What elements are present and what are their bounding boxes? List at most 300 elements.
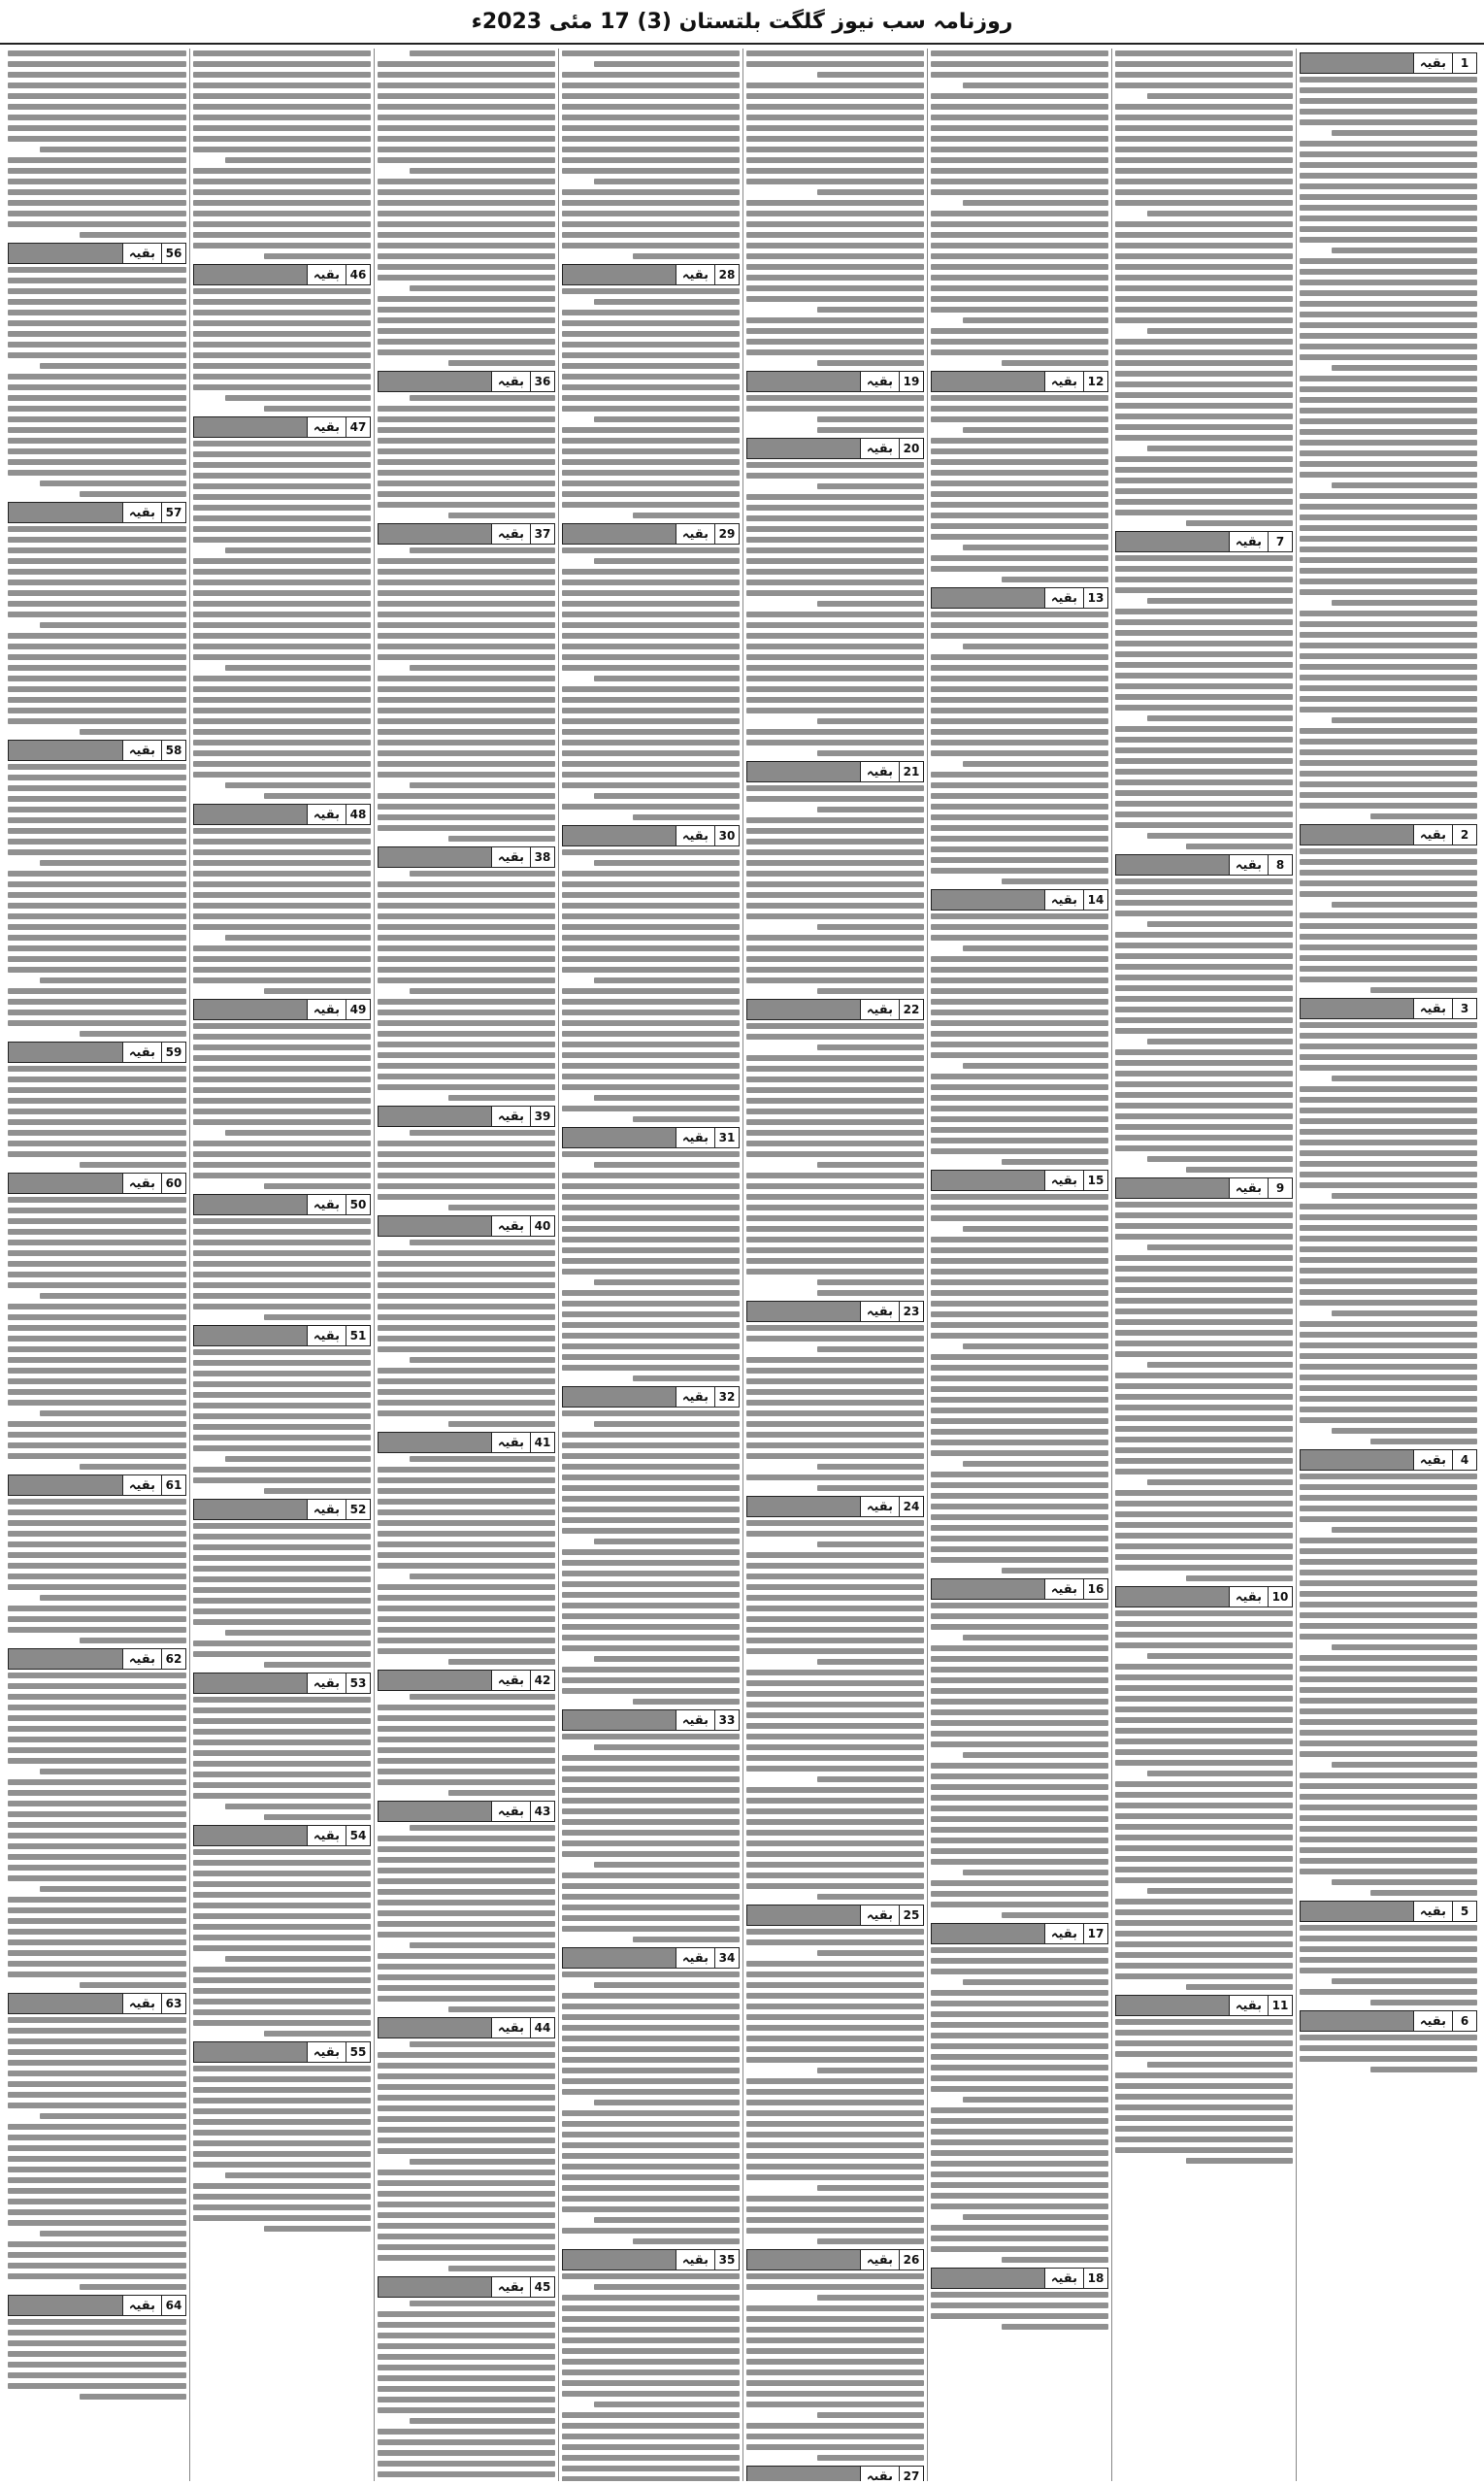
- text-line: [1300, 632, 1477, 638]
- text-line: [562, 189, 740, 195]
- text-line: [193, 2098, 371, 2104]
- continued-label: بقیہ: [307, 1499, 346, 1520]
- text-line: [378, 622, 555, 628]
- text-line: [931, 157, 1108, 163]
- section-number: 15: [1083, 1170, 1108, 1191]
- text-line: [378, 1616, 555, 1622]
- text-line: [378, 1900, 555, 1905]
- text-line: [817, 483, 924, 489]
- text-line: [1115, 1501, 1293, 1507]
- text-line: [746, 1971, 924, 1977]
- text-line: [931, 125, 1108, 131]
- continuation-header: [931, 371, 1108, 392]
- text-line: [1300, 1204, 1477, 1209]
- text-line: [378, 1282, 555, 1288]
- text-line: [1300, 1236, 1477, 1242]
- text-line: [193, 168, 371, 174]
- text-line: [1115, 1856, 1293, 1862]
- text-line: [746, 1368, 924, 1374]
- header-bar: [931, 889, 1044, 911]
- continuation-header: [746, 2249, 924, 2270]
- article-section: [8, 1993, 186, 2290]
- text-line: [746, 1648, 924, 1654]
- text-line: [410, 1942, 555, 1948]
- text-line: [378, 740, 555, 746]
- text-line: [931, 211, 1108, 216]
- text-line: [931, 1990, 1108, 1996]
- text-line: [562, 342, 740, 348]
- text-line: [1332, 1076, 1477, 1081]
- text-line: [378, 2084, 555, 2090]
- text-line: [8, 1779, 186, 1785]
- text-line: [562, 697, 740, 703]
- text-line: [562, 1432, 740, 1438]
- article-section: [378, 1801, 555, 2012]
- text-line: [264, 988, 371, 994]
- text-line: [193, 1392, 371, 1398]
- text-line: [594, 1421, 740, 1427]
- body-text: [1300, 1474, 1477, 1896]
- text-line: [1300, 536, 1477, 542]
- text-line: [193, 1066, 371, 1072]
- article-section: [8, 243, 186, 497]
- text-line: [594, 1862, 740, 1868]
- text-line: [746, 1194, 924, 1200]
- text-line: [1115, 2147, 1293, 2153]
- text-line: [931, 1720, 1108, 1726]
- text-line: [931, 115, 1108, 120]
- text-line: [1115, 1405, 1293, 1410]
- section-number: 14: [1083, 889, 1108, 911]
- text-line: [40, 977, 186, 983]
- text-line: [931, 1247, 1108, 1253]
- article-section: [193, 1194, 371, 1320]
- header-bar: [193, 1499, 307, 1520]
- text-line: [8, 115, 186, 120]
- text-line: [1300, 1332, 1477, 1338]
- text-line: [8, 1197, 186, 1203]
- article-section: [746, 1905, 924, 2244]
- text-line: [1147, 598, 1293, 604]
- text-line: [931, 2203, 1108, 2209]
- text-line: [1115, 641, 1293, 646]
- text-line: [746, 2164, 924, 2170]
- text-line: [746, 2402, 924, 2407]
- section-number: 61: [161, 1474, 186, 1496]
- text-line: [378, 1737, 555, 1742]
- text-line: [1300, 912, 1477, 918]
- text-line: [1115, 1234, 1293, 1240]
- text-line: [1115, 1135, 1293, 1141]
- text-line: [746, 2206, 924, 2212]
- continued-label: بقیہ: [307, 416, 346, 438]
- text-line: [1300, 621, 1477, 627]
- text-line: [562, 1322, 740, 1328]
- text-line: [562, 2423, 740, 2429]
- continuation-header: [1115, 1586, 1293, 1607]
- text-line: [264, 793, 371, 799]
- section-number: 43: [530, 1801, 555, 1822]
- text-line: [746, 50, 924, 56]
- text-line: [448, 1659, 555, 1665]
- continued-label: بقیہ: [1413, 824, 1452, 845]
- text-line: [40, 1769, 186, 1774]
- text-line: [562, 892, 740, 898]
- text-line: [1300, 1484, 1477, 1490]
- continuation-header: [562, 2249, 740, 2270]
- body-text: [562, 1971, 740, 2244]
- text-line: [562, 903, 740, 909]
- text-line: [193, 601, 371, 607]
- section-number: 63: [161, 1993, 186, 2014]
- text-line: [931, 1514, 1108, 1520]
- text-line: [1300, 151, 1477, 157]
- text-line: [1300, 1161, 1477, 1167]
- text-line: [562, 1840, 740, 1846]
- text-line: [1115, 2072, 1293, 2078]
- text-line: [1332, 1644, 1477, 1650]
- text-line: [562, 1474, 740, 1480]
- text-line: [931, 189, 1108, 195]
- text-line: [1300, 1538, 1477, 1543]
- text-line: [1300, 1495, 1477, 1501]
- text-line: [562, 1905, 740, 1910]
- text-line: [193, 1349, 371, 1355]
- continuation-header: [8, 1173, 186, 1194]
- continuation-header: [193, 416, 371, 438]
- text-line: [562, 1496, 740, 1502]
- section-number: 3: [1452, 998, 1477, 1019]
- text-line: [746, 1109, 924, 1114]
- text-line: [562, 569, 740, 575]
- body-text: [562, 2273, 740, 2481]
- text-line: [264, 1488, 371, 1494]
- text-line: [746, 275, 924, 281]
- text-line: [8, 1250, 186, 1256]
- text-line: [193, 462, 371, 468]
- body-text: [193, 288, 371, 412]
- text-line: [746, 828, 924, 834]
- text-line: [562, 750, 740, 756]
- text-line: [1115, 2126, 1293, 2132]
- text-line: [193, 708, 371, 713]
- text-line: [378, 1141, 555, 1146]
- text-line: [40, 622, 186, 628]
- text-line: [746, 612, 924, 617]
- text-line: [594, 1279, 740, 1285]
- text-line: [378, 189, 555, 195]
- text-line: [378, 1467, 555, 1473]
- text-line: [8, 2273, 186, 2279]
- section-number: 19: [899, 371, 924, 392]
- continuation-header: [1300, 2010, 1477, 2032]
- header-bar: [193, 416, 307, 438]
- text-line: [1300, 966, 1477, 972]
- text-line: [562, 2380, 740, 2386]
- article-section: [193, 1325, 371, 1494]
- text-line: [1147, 1771, 1293, 1776]
- text-line: [746, 1183, 924, 1189]
- text-line: [746, 462, 924, 468]
- section-number: 27: [899, 2466, 924, 2481]
- article-section: [746, 371, 924, 433]
- section-number: 13: [1083, 587, 1108, 609]
- text-line: [378, 1261, 555, 1267]
- text-line: [378, 1052, 555, 1058]
- article-section: [931, 889, 1108, 1165]
- text-line: [1147, 1888, 1293, 1894]
- continued-label: بقیہ: [676, 2249, 714, 2270]
- article-section: [193, 1673, 371, 1820]
- text-line: [8, 384, 186, 390]
- continued-label: بقیہ: [1044, 1923, 1083, 1944]
- text-line: [1115, 115, 1293, 120]
- section-number: 10: [1268, 1586, 1293, 1607]
- text-line: [193, 526, 371, 532]
- text-line: [193, 1141, 371, 1146]
- text-line: [8, 612, 186, 617]
- continued-label: بقیہ: [676, 1386, 714, 1408]
- body-text: [378, 2041, 555, 2271]
- text-line: [931, 977, 1108, 983]
- text-line: [1115, 488, 1293, 494]
- text-line: [8, 708, 186, 713]
- text-line: [193, 1935, 371, 1940]
- continuation-header: [562, 1386, 740, 1408]
- text-line: [817, 427, 924, 433]
- body-text: [8, 1673, 186, 1988]
- text-line: [8, 1010, 186, 1015]
- text-line: [378, 2116, 555, 2122]
- text-line: [963, 945, 1108, 951]
- text-line: [746, 1929, 924, 1935]
- text-line: [378, 708, 555, 713]
- text-line: [40, 147, 186, 152]
- text-line: [193, 1860, 371, 1866]
- text-line: [1186, 1984, 1293, 1990]
- text-line: [225, 157, 371, 163]
- body-text: [1115, 555, 1293, 849]
- text-line: [931, 296, 1108, 302]
- text-line: [193, 1173, 371, 1178]
- text-line: [193, 1977, 371, 1983]
- section-number: 25: [899, 1905, 924, 1926]
- article-section: [746, 1301, 924, 1491]
- article-section: [378, 2017, 555, 2271]
- text-line: [746, 395, 924, 401]
- text-line: [1300, 589, 1477, 595]
- continuation-header: [193, 1825, 371, 1846]
- text-line: [1115, 1383, 1293, 1389]
- header-bar: [1115, 1177, 1229, 1199]
- text-line: [193, 93, 371, 99]
- text-line: [378, 61, 555, 67]
- header-bar: [746, 1301, 860, 1322]
- header-bar: [378, 846, 491, 868]
- text-line: [193, 2066, 371, 2071]
- text-line: [8, 633, 186, 639]
- text-line: [378, 296, 555, 302]
- header-bar: [1115, 1586, 1229, 1607]
- text-line: [562, 633, 740, 639]
- text-line: [378, 2450, 555, 2456]
- continued-label: بقیہ: [676, 264, 714, 285]
- text-line: [594, 2217, 740, 2223]
- header-bar: [193, 1673, 307, 1694]
- header-bar: [931, 1170, 1044, 1191]
- text-line: [378, 406, 555, 412]
- text-line: [378, 2354, 555, 2360]
- text-line: [594, 1539, 740, 1544]
- text-line: [8, 676, 186, 681]
- text-line: [562, 2078, 740, 2084]
- text-line: [562, 804, 740, 810]
- text-line: [562, 547, 740, 553]
- header-bar: [8, 1474, 122, 1496]
- text-line: [1300, 1580, 1477, 1586]
- text-line: [80, 729, 186, 735]
- text-line: [410, 1357, 555, 1363]
- text-line: [1300, 1289, 1477, 1295]
- text-line: [193, 384, 371, 390]
- continuation-header: [746, 371, 924, 392]
- continued-label: بقیہ: [307, 1194, 346, 1215]
- continued-label: بقیہ: [1044, 889, 1083, 911]
- text-line: [1115, 619, 1293, 625]
- text-line: [562, 83, 740, 88]
- text-line: [410, 1694, 555, 1700]
- section-number: 34: [714, 1947, 740, 1969]
- text-line: [931, 1773, 1108, 1779]
- text-line: [378, 590, 555, 596]
- text-line: [746, 243, 924, 248]
- text-line: [378, 1595, 555, 1601]
- text-line: [1300, 728, 1477, 734]
- text-line: [1115, 349, 1293, 355]
- text-line: [1115, 1351, 1293, 1357]
- continuation-header: [8, 1474, 186, 1496]
- text-line: [562, 849, 740, 855]
- text-line: [378, 2375, 555, 2381]
- body-text: [931, 50, 1108, 366]
- article-section: [1115, 531, 1293, 849]
- text-line: [193, 1566, 371, 1572]
- text-line: [193, 1360, 371, 1366]
- text-line: [193, 1707, 371, 1713]
- section-number: 21: [899, 761, 924, 782]
- text-line: [562, 1194, 740, 1200]
- section-number: 59: [161, 1042, 186, 1063]
- text-line: [931, 2107, 1108, 2113]
- text-line: [931, 665, 1108, 671]
- text-line: [8, 775, 186, 780]
- text-line: [378, 2439, 555, 2445]
- text-line: [746, 1173, 924, 1178]
- text-line: [1115, 932, 1293, 938]
- text-line: [817, 601, 924, 607]
- text-line: [1115, 2083, 1293, 2089]
- article-section: [562, 1127, 740, 1381]
- body-text: [8, 2017, 186, 2290]
- text-line: [378, 2471, 555, 2477]
- text-line: [1300, 1858, 1477, 1864]
- text-line: [1300, 525, 1477, 531]
- text-line: [594, 1162, 740, 1168]
- text-line: [562, 924, 740, 930]
- text-line: [8, 2241, 186, 2247]
- text-line: [8, 1378, 186, 1384]
- text-line: [378, 2180, 555, 2186]
- text-line: [8, 1368, 186, 1374]
- text-line: [8, 1811, 186, 1817]
- text-line: [193, 232, 371, 238]
- text-line: [193, 2020, 371, 2026]
- text-line: [931, 633, 1108, 639]
- text-line: [1115, 125, 1293, 131]
- text-line: [1300, 194, 1477, 200]
- text-line: [378, 83, 555, 88]
- text-line: [746, 860, 924, 866]
- text-line: [562, 2466, 740, 2471]
- continuation-header: [378, 371, 555, 392]
- text-line: [410, 2041, 555, 2047]
- text-line: [746, 2046, 924, 2052]
- text-line: [931, 1525, 1108, 1531]
- text-line: [562, 1020, 740, 1026]
- text-line: [746, 1205, 924, 1210]
- body-text: [378, 1694, 555, 1796]
- text-line: [594, 676, 740, 681]
- text-line: [817, 1950, 924, 1956]
- continued-label: بقیہ: [307, 2041, 346, 2063]
- text-line: [931, 676, 1108, 681]
- continued-label: بقیہ: [1044, 1578, 1083, 1600]
- text-line: [562, 945, 740, 951]
- article-section: [378, 1432, 555, 1665]
- text-line: [931, 1816, 1108, 1822]
- text-line: [746, 2327, 924, 2333]
- text-line: [1300, 848, 1477, 854]
- text-line: [931, 1731, 1108, 1737]
- text-line: [746, 676, 924, 681]
- text-line: [1115, 104, 1293, 110]
- text-line: [746, 1119, 924, 1125]
- text-line: [562, 1528, 740, 1534]
- text-line: [410, 285, 555, 291]
- text-line: [193, 1772, 371, 1777]
- text-line: [8, 2038, 186, 2044]
- text-line: [1300, 493, 1477, 499]
- section-number: 28: [714, 264, 740, 285]
- text-line: [931, 967, 1108, 973]
- text-line: [931, 1074, 1108, 1079]
- text-line: [1115, 1255, 1293, 1261]
- text-line: [931, 1880, 1108, 1886]
- text-line: [1300, 1794, 1477, 1800]
- text-line: [746, 505, 924, 511]
- text-line: [562, 1766, 740, 1772]
- text-line: [931, 1418, 1108, 1424]
- text-line: [562, 1010, 740, 1015]
- section-number: 47: [346, 416, 371, 438]
- text-line: [746, 1087, 924, 1093]
- text-line: [378, 1715, 555, 1721]
- text-line: [1300, 1751, 1477, 1757]
- text-line: [1115, 232, 1293, 238]
- text-line: [378, 2343, 555, 2349]
- text-line: [8, 157, 186, 163]
- text-line: [378, 1857, 555, 1863]
